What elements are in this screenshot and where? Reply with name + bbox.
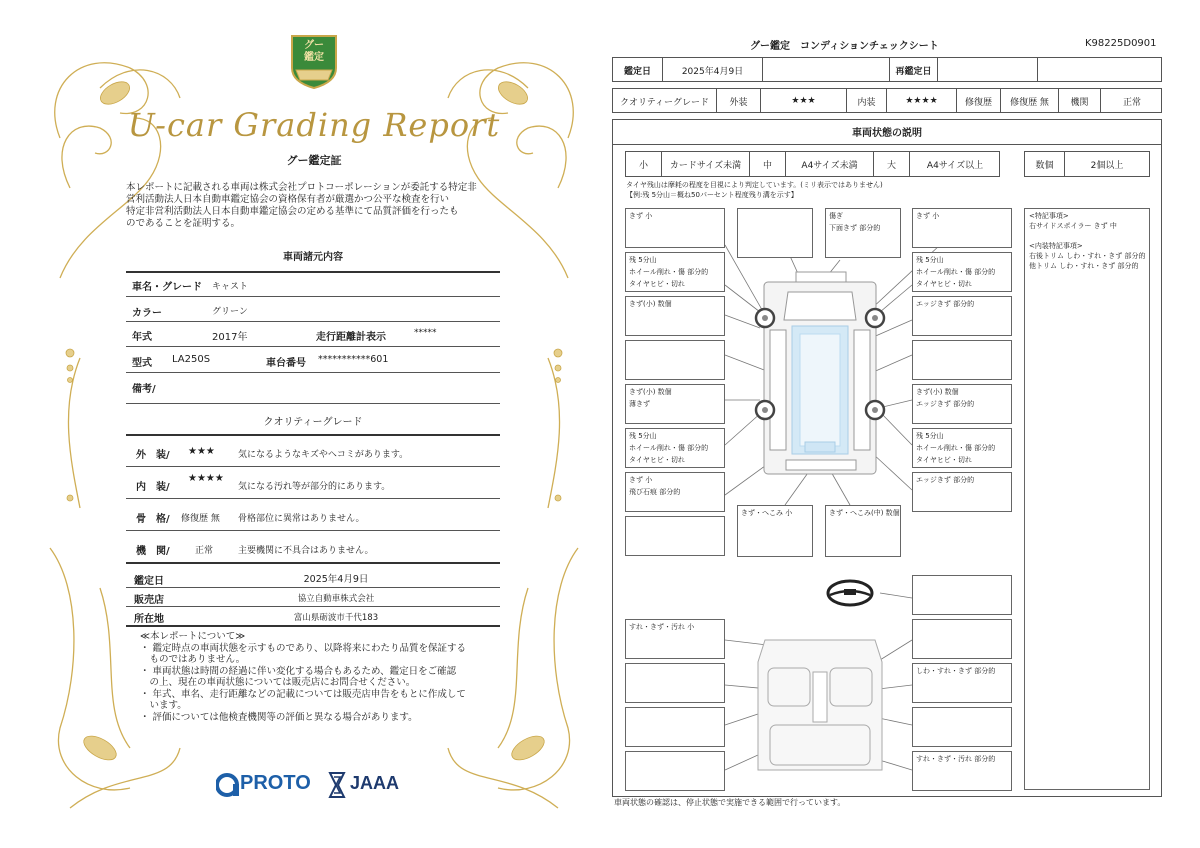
dealer-label: 販売店 (134, 595, 164, 606)
note-line: ・ 鑑定時点の車両状態を示すものであり、以降将来にわたり品質を保証する (140, 642, 467, 654)
frame-value: 修復歴 無 (181, 514, 220, 524)
date-label: 鑑定日 (134, 576, 164, 587)
condition-text: きず・へこみ 小 (741, 509, 793, 517)
interior-note-item: 右後トリム しわ・すれ・きず 部分的 (1029, 252, 1146, 260)
divider (126, 562, 500, 564)
notes (140, 631, 466, 723)
engine-value: 正常 (1122, 97, 1141, 108)
interior-box (625, 663, 725, 703)
proto-mark-icon (216, 772, 240, 798)
legend-small-desc: カードサイズ未満 (662, 152, 750, 176)
intro-line: 本レポートに記載される車両は株式会社プロトコーポレーションが委託する特定非 (126, 182, 477, 193)
condition-text: エッジきず 部分的 (916, 400, 975, 408)
proto-logo (216, 770, 316, 800)
divider (126, 321, 500, 322)
condition-box (625, 472, 725, 512)
interior-desc: 気になる汚れ等が部分的にあります。 (238, 482, 391, 492)
mileage-label: 走行距離計表示 (316, 332, 386, 343)
note-line: ・ 年式、車名、走行距離などの記載については販売店申告をもとに作成して (140, 688, 466, 700)
section-title: 車両状態の説明 (612, 119, 1162, 145)
location-label: 所在地 (134, 614, 164, 625)
report-title: U-car Grading Report (127, 106, 501, 144)
condition-text: 残 5分山 (629, 256, 657, 264)
date-value: 2025年4月9日 (303, 574, 369, 585)
interior-box (625, 619, 725, 659)
mileage-value: ***** (414, 328, 437, 338)
condition-text: 飛び石痕 部分的 (629, 488, 681, 496)
spec-header: 車両諸元内容 (283, 252, 343, 263)
condition-box (625, 516, 725, 556)
condition-text: タイヤヒビ・切れ (629, 280, 685, 288)
count-value: 2個以上 (1090, 160, 1124, 171)
condition-box (912, 472, 1012, 512)
interior-box (912, 707, 1012, 747)
year-label: 年式 (132, 332, 152, 343)
chassis-label: 車台番号 (266, 358, 306, 369)
name-value: キャスト (212, 282, 249, 292)
date-value: 2025年4月9日 (663, 58, 763, 82)
divider (126, 625, 500, 627)
condition-box (825, 208, 901, 258)
divider (126, 296, 500, 297)
location-value: 富山県砺波市千代183 (293, 613, 379, 623)
date-label: 鑑定日 (613, 58, 663, 82)
interior-diagram (758, 640, 882, 770)
condition-box (737, 208, 813, 258)
condition-box (912, 384, 1012, 424)
goo-badge-icon (286, 30, 342, 90)
intro-text (126, 182, 477, 230)
condition-text: 残 5分山 (916, 256, 944, 264)
quality-header: クオリティーグレード (263, 417, 363, 428)
ext-label: 外装 (717, 89, 761, 113)
model-value: LA250S (172, 354, 211, 365)
jaaa-logo (328, 770, 418, 800)
divider (126, 587, 500, 588)
sheet-footer: 車両状態の確認は、停止状態で実施できる範囲で行っています。 (614, 798, 846, 807)
badge-text: グー 鑑定 (304, 40, 324, 63)
jaaa-mark-icon (328, 771, 348, 799)
count-label: 数個 (1025, 152, 1065, 176)
intro-line: 営利活動法人日本自動車鑑定協会の資格保有者が厳選かつ公平な検査を行い (126, 194, 450, 205)
special-notes-title: <特記事項> (1029, 212, 1069, 220)
condition-box (912, 296, 1012, 336)
legend-medium: 中 (750, 152, 786, 176)
condition-text: 残 5分山 (916, 432, 944, 440)
ext-stars: ★★★ (761, 89, 847, 113)
divider (126, 498, 500, 499)
jaaa-logo-text: JAAA (350, 773, 400, 793)
interior-box (912, 663, 1012, 703)
frame-desc: 骨格部位に異常はありません。 (238, 514, 365, 524)
legend-medium-desc: A4サイズ未満 (786, 152, 874, 176)
condition-text: タイヤヒビ・切れ (916, 280, 972, 288)
intro-line: 特定非営利活動法人日本自動車鑑定協会の定める基準にて品質評価を行ったも (126, 206, 459, 217)
condition-text: 傷ぎ (829, 212, 843, 220)
proto-logo-text: PROTO (240, 772, 311, 794)
interior-box (912, 619, 1012, 659)
legend-large-desc: A4サイズ以上 (926, 160, 984, 171)
int-stars: ★★★★ (887, 89, 957, 113)
special-notes (1024, 208, 1150, 790)
name-label: 車名・グレード (132, 282, 202, 293)
condition-text: きず(小) 数個 (629, 388, 672, 396)
engine-value: 正常 (195, 546, 214, 556)
remarks-label: 備考/ (132, 384, 156, 395)
condition-box (625, 208, 725, 248)
frame-label: 骨 格/ (136, 514, 170, 525)
repair-label: 修復歴 (957, 89, 1001, 113)
engine-label: 機 関/ (136, 546, 170, 557)
condition-text: タイヤヒビ・切れ (629, 456, 685, 464)
intro-line: のであることを証明する。 (126, 218, 241, 229)
condition-box (912, 208, 1012, 248)
condition-text: 薄きず (629, 400, 650, 408)
condition-box (625, 384, 725, 424)
int-label: 内装 (847, 89, 887, 113)
condition-text: しわ・すれ・きず 部分的 (916, 667, 996, 675)
divider (126, 530, 500, 531)
condition-text: きず 小 (916, 212, 940, 220)
divider (126, 271, 500, 273)
engine-desc: 主要機関に不具合はありません。 (238, 546, 374, 556)
divider (126, 403, 500, 404)
year-value: 2017年 (212, 332, 248, 343)
legend-small: 小 (626, 152, 662, 176)
exterior-desc: 気になるようなキズやヘコミがあります。 (238, 450, 409, 460)
condition-text: ホイール削れ・傷 部分的 (629, 268, 709, 276)
divider (126, 606, 500, 607)
condition-text: きず 小 (629, 212, 653, 220)
condition-text: 残 5分山 (629, 432, 657, 440)
tire-box (625, 428, 725, 468)
notes-title: ≪本レポートについて≫ (140, 631, 246, 642)
color-value: グリーン (212, 307, 248, 317)
condition-text: きず(小) 数個 (916, 388, 959, 396)
divider (126, 434, 500, 436)
condition-text: ホイール削れ・傷 部分的 (629, 444, 709, 452)
note-line: ・ 車両状態は時間の経過に伴い変化する場合もあるため、鑑定日をご確認 (140, 665, 457, 677)
tire-box (625, 252, 725, 292)
condition-text: エッジきず 部分的 (916, 300, 975, 308)
condition-text: タイヤヒビ・切れ (916, 456, 972, 464)
dealer-value: 協立自動車株式会社 (297, 594, 375, 604)
condition-box (625, 296, 725, 336)
grading-report (40, 28, 588, 828)
divider (126, 372, 500, 373)
exterior-label: 外 装/ (136, 450, 170, 461)
condition-text: きず・へこみ(中) 数個 (829, 509, 900, 517)
condition-box (737, 505, 813, 557)
qg-label: クオリティーグレード (613, 89, 717, 113)
interior-stars: ★★★★ (188, 473, 224, 484)
condition-text: すれ・きず・汚れ 部分的 (916, 755, 996, 763)
color-label: カラー (132, 308, 162, 319)
interior-notes-title: <内装特記事項> (1029, 242, 1083, 250)
interior-note-item: 他トリム しわ・すれ・きず 部分的 (1029, 262, 1139, 270)
note-line: の上、現在の車両状態については販売店にお問合せください。 (140, 677, 416, 688)
tire-note: タイヤ残山は摩耗の程度を目視により判定しています。(ミリ表示ではありません) (626, 181, 883, 189)
report-id: K98225D0901 (1085, 38, 1157, 49)
interior-box (625, 707, 725, 747)
repair-value: 修復歴 無 (1001, 89, 1059, 113)
condition-text: ホイール削れ・傷 部分的 (916, 268, 996, 276)
condition-text: きず(小) 数個 (629, 300, 672, 308)
engine-label: 機関 (1059, 89, 1101, 113)
tire-note-example: 【例:残 5分山＝概ね50パーセント程度残り溝を示す】 (626, 191, 798, 199)
divider (126, 466, 500, 467)
interior-label: 内 装/ (136, 482, 170, 493)
condition-text: 下面きず 部分的 (829, 224, 881, 232)
condition-box (825, 505, 901, 557)
chassis-value: ***********601 (318, 354, 389, 365)
redate-label: 再鑑定日 (890, 58, 938, 82)
model-label: 型式 (132, 358, 152, 369)
interior-box (912, 751, 1012, 791)
condition-text: すれ・きず・汚れ 小 (629, 623, 695, 631)
legend-large: 大 (874, 152, 910, 176)
condition-text: ホイール削れ・傷 部分的 (916, 444, 996, 452)
tire-box (912, 428, 1012, 468)
condition-check-sheet (600, 0, 1200, 848)
interior-box (625, 751, 725, 791)
divider (126, 346, 500, 347)
steering-wheel-icon (828, 581, 872, 605)
condition-text: きず 小 (629, 476, 653, 484)
condition-box (912, 575, 1012, 615)
note-line: ・ 評価については他検査機関等の評価と異なる場合があります。 (140, 711, 418, 723)
note-line: います。 (140, 700, 187, 711)
note-line: ものではありません。 (140, 654, 246, 665)
condition-box (912, 340, 1012, 380)
condition-text: エッジきず 部分的 (916, 476, 975, 484)
tire-box (912, 252, 1012, 292)
report-subtitle: グー鑑定証 (286, 154, 342, 167)
exterior-stars: ★★★ (188, 446, 215, 457)
condition-box (625, 340, 725, 380)
special-note-item: 右サイドスポイラー きず 中 (1029, 222, 1117, 230)
sheet-title: グー鑑定 コンディションチェックシート (750, 41, 939, 52)
